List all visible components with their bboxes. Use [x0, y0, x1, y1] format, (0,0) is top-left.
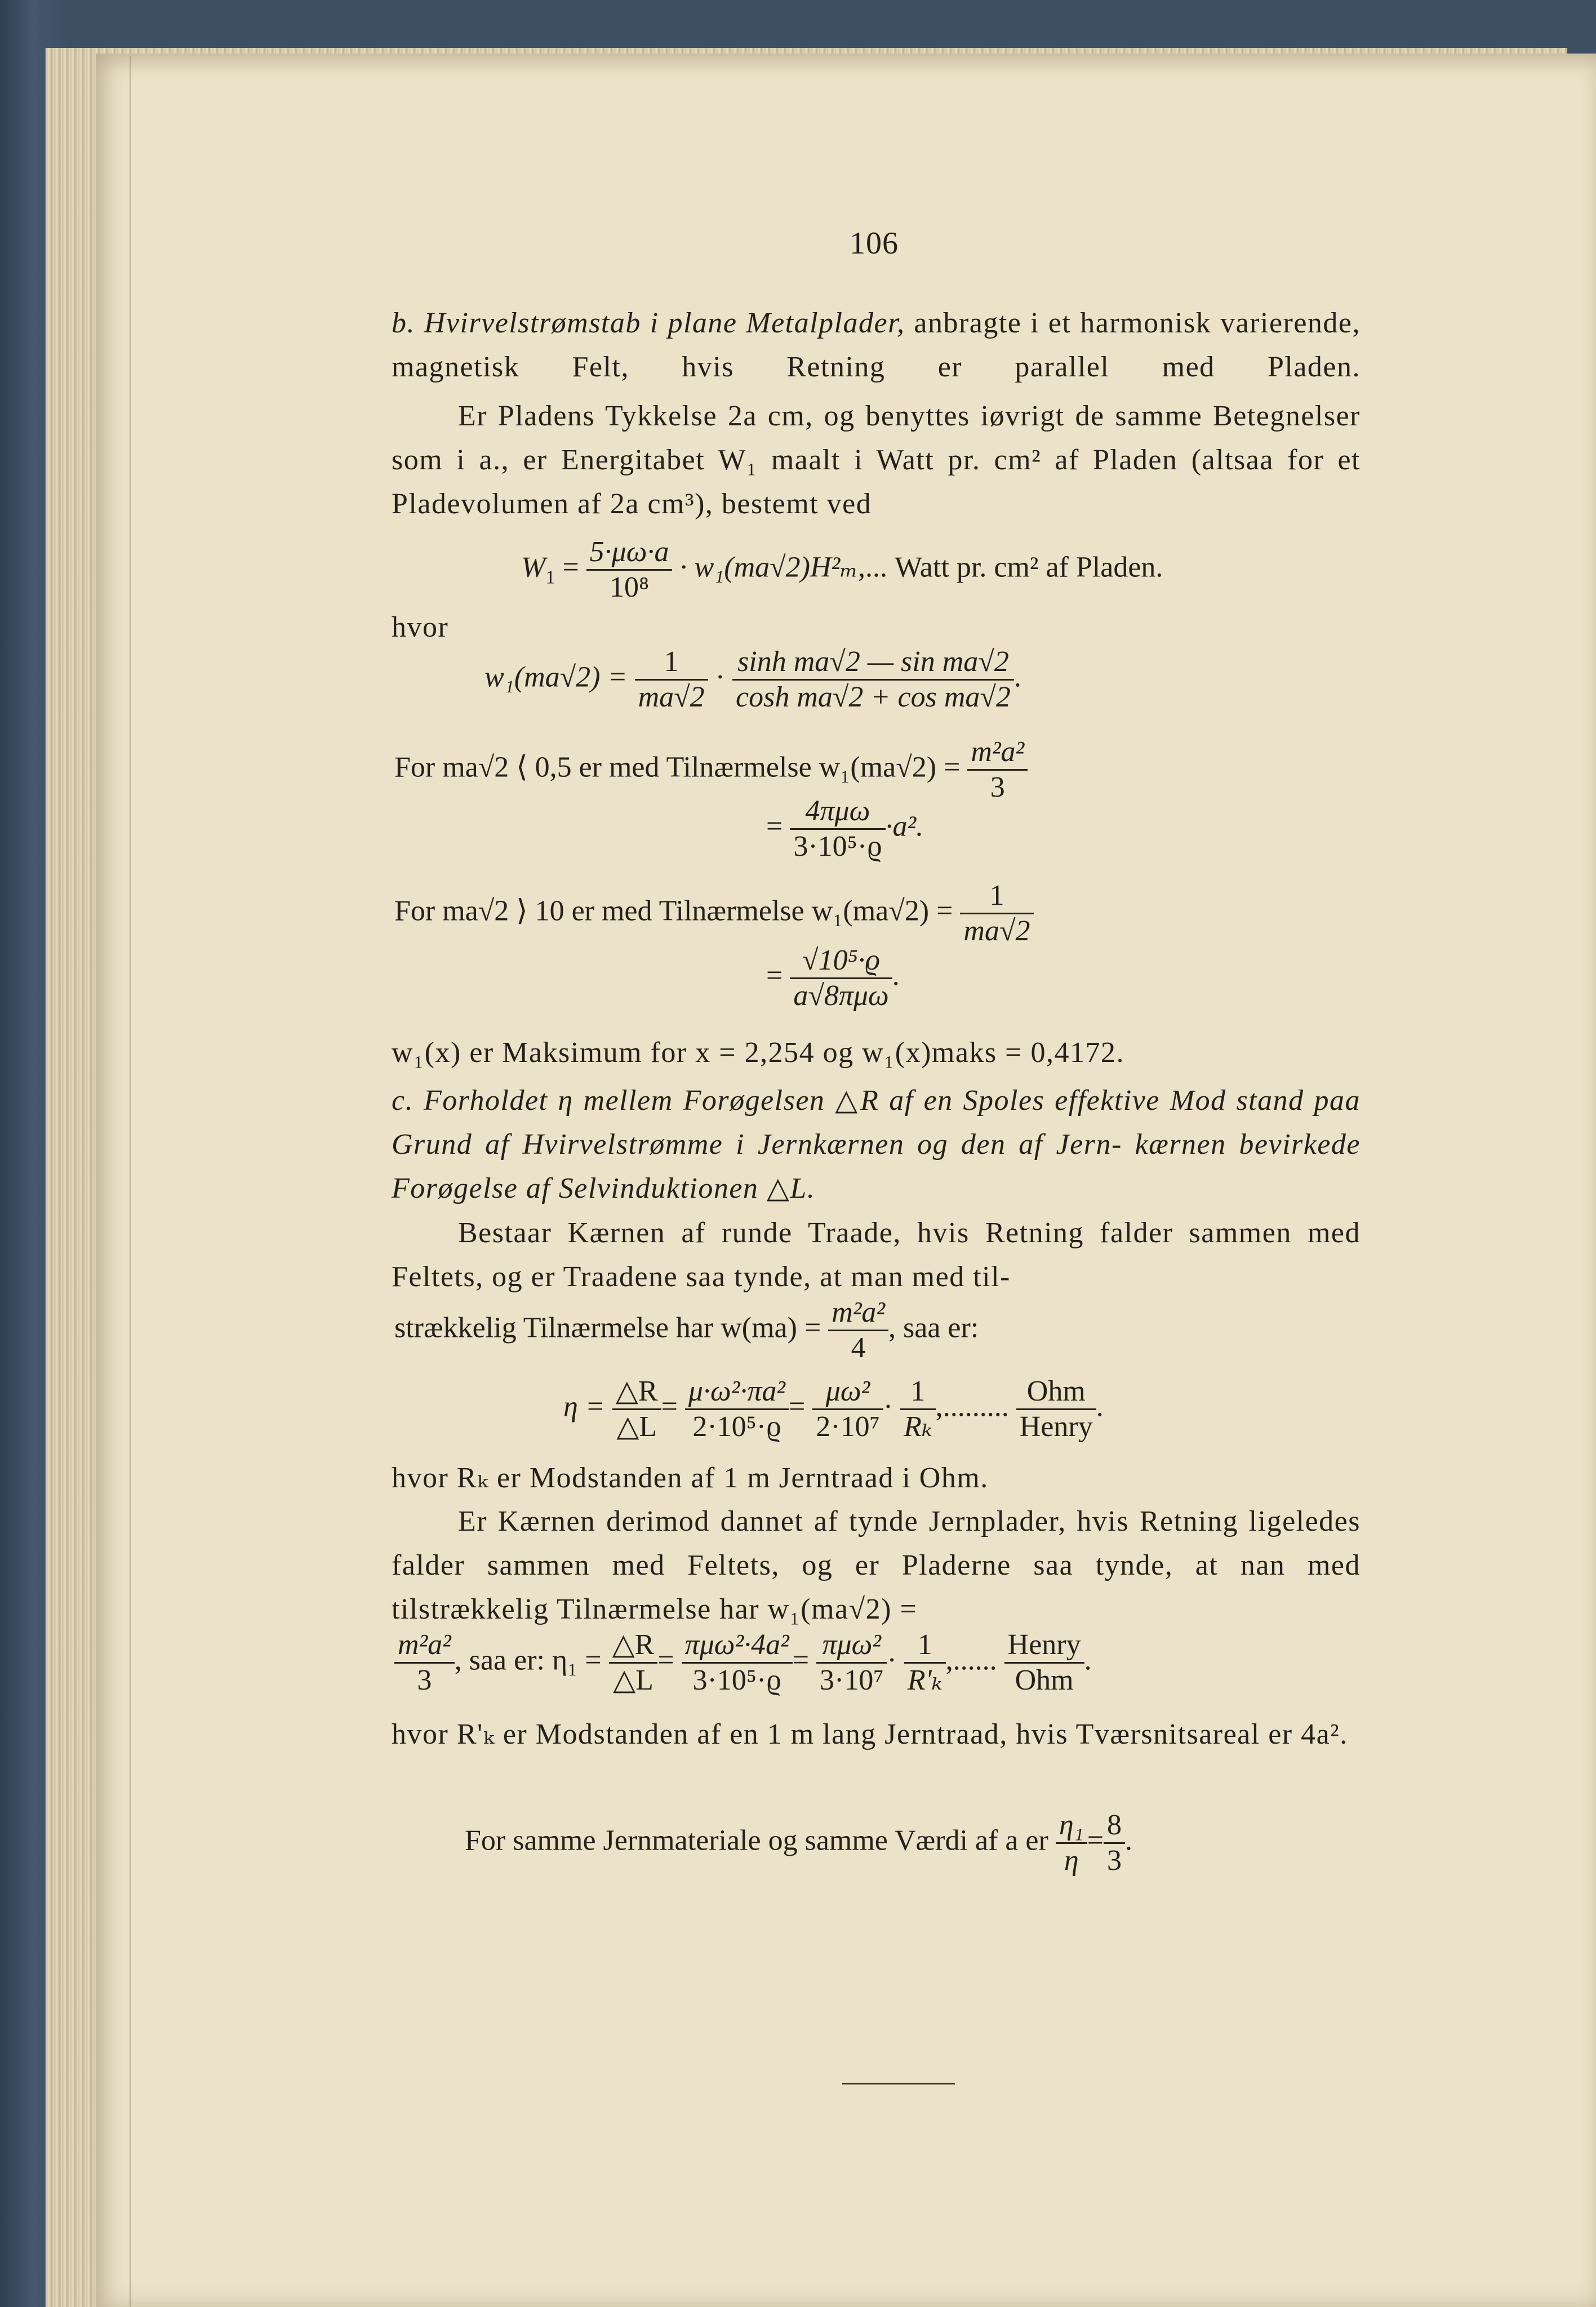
- eq10-fraction-0: [394, 1628, 455, 1697]
- final-text: For samme Jernmateriale og samme Værdi af a er: [465, 1824, 1048, 1857]
- eq10-f3-den: 3·10⁷: [816, 1662, 887, 1697]
- eq9-f1-den: △L: [612, 1408, 661, 1444]
- eq4-den: 3·10⁵·ϱ: [790, 828, 885, 864]
- equation-approx-small: [394, 735, 1028, 804]
- eq4-num: 4πμω: [805, 795, 870, 827]
- eq10-f1-den: △L: [609, 1662, 658, 1697]
- eq10-f0-num: m²a²: [398, 1629, 451, 1661]
- rk-definition: hvor Rₖ er Modstanden af 1 m Jerntraad i Ohm.: [392, 1462, 989, 1494]
- eq2-lhs: w₁(ma√2) =: [484, 661, 628, 694]
- eq10-unit-den: Ohm: [1004, 1662, 1084, 1697]
- eq9-f2-num: μ·ω²·πa²: [688, 1375, 785, 1407]
- paragraph-c1: Bestaar Kærnen af runde Traade, hvis Retning falder sammen med Feltets, og er Traadene saa tynde, at man med til-: [392, 1217, 1361, 1293]
- final-den-2: 3: [1104, 1842, 1125, 1878]
- eq5-den: ma√2: [960, 913, 1033, 948]
- eq1-rhs: · w₁(ma√2)H²ₘ,: [679, 551, 866, 584]
- eq9-eta: η =: [563, 1390, 605, 1423]
- eq1-lhs: W: [521, 551, 546, 584]
- eq10-f0-den: 3: [394, 1662, 455, 1697]
- equation-eta1: $\frac{\text{m²a²}}{3}$ , saa er: η₁ = $\frac{\triangle R}{\triangle L}$ = $\frac{\text{πμω²·4a²}}{\text{3·10⁵·ϱ}}$ = $\frac{\text{πμω²}}{\text{3·10⁷}}$ · $\frac{1}{\text{R'ₖ}}$ ,...... $\frac{\text{Henry}}{\text{Ohm}}$ .: [394, 1628, 1092, 1697]
- eq10-unit-num: Henry: [1007, 1629, 1081, 1661]
- equation-w-approx: [394, 1296, 979, 1365]
- final-den-1: η: [1056, 1842, 1087, 1878]
- eq8-num: m²a²: [832, 1296, 886, 1328]
- eq10-f2-num: πμω²·4a²: [684, 1629, 789, 1661]
- gutter-fold: [130, 56, 131, 2307]
- equation-w1-definition: w₁(ma√2) = $\frac{1}{ma√2}$ · $\frac{\text{sinh ma√2 — sin ma√2}}{\text{cosh ma√2 + cos ma√2}}$ .: [484, 646, 1021, 713]
- paragraph-b-text: anbragte i et harmonisk varierende, magnetisk Felt, hvis Retning er parallel med Pladen.: [392, 307, 1361, 383]
- eq1-dots: ...: [865, 551, 888, 584]
- rk-prime-definition: hvor R'ₖ er Modstanden af en 1 m lang Jerntraad, hvis Tværsnitsareal er 4a².: [392, 1718, 1348, 1750]
- eq1-sub: 1: [545, 567, 555, 588]
- eq10-f3-num: πμω²: [822, 1629, 881, 1661]
- eq6-num: √10⁵·ϱ: [802, 944, 881, 976]
- eq1-fraction: [586, 535, 673, 604]
- eq10-fraction-3: [816, 1628, 887, 1697]
- eq9-f4-den: Rₖ: [900, 1408, 936, 1444]
- eq4-tail: ·a².: [885, 810, 924, 843]
- eq10-dots: ......: [953, 1644, 997, 1677]
- final-ratio: For samme Jernmateriale og samme Værdi af a er $\frac{\text{η₁}}{\eta}$ = $\frac{8}{3}$ .: [465, 1809, 1133, 1877]
- eq9-f3-den: 2·10⁷: [812, 1408, 883, 1444]
- eq9-fraction-3: [812, 1375, 883, 1444]
- eq2-fraction-2: [732, 645, 1014, 714]
- eq3-text: For ma√2 ⟨ 0,5 er med Tilnærmelse w₁(ma√2) =: [394, 751, 961, 784]
- hvor-label: hvor: [392, 611, 449, 643]
- eq10-f2-den: 3·10⁵·ϱ: [682, 1662, 793, 1697]
- paragraph-b: [392, 301, 1361, 389]
- paragraph-c: c. Forholdet η mellem Forøgelsen △R af en Spoles effektive Mod stand paa Grund af Hvirvelstrømme i Jernkærnen og den af Jern- kærnen bevirkede Forøgelse af Selvinduktionen △L.: [392, 1084, 1361, 1204]
- eq3-den: 3: [967, 769, 1028, 804]
- eq6-den: a√8πμω: [790, 977, 892, 1013]
- eq10-unit-fraction: [1004, 1628, 1084, 1697]
- eq5-text: For ma√2 ⟩ 10 er med Tilnærmelse w₁(ma√2) =: [394, 895, 953, 927]
- eq9-f1-num: △R: [615, 1375, 658, 1407]
- eq1-num: 5·μω·a: [589, 536, 669, 568]
- eq10-f4-num: 1: [917, 1629, 932, 1661]
- eq9-f4-num: 1: [910, 1375, 926, 1407]
- eq8-tail: , saa er:: [888, 1312, 979, 1344]
- eq10-fraction-2: [682, 1628, 793, 1697]
- final-num-2: 8: [1107, 1809, 1122, 1841]
- eq8-text: strækkelig Tilnærmelse har w(ma) =: [394, 1312, 821, 1344]
- eq9-fraction-4: [900, 1375, 936, 1444]
- eq3-fraction: [967, 735, 1028, 804]
- eq5-num: 1: [989, 879, 1004, 912]
- maximum-statement: w₁(x) er Maksimum for x = 2,254 og w₁(x)maks = 0,4172.: [392, 1037, 1124, 1069]
- final-fraction-2: [1104, 1808, 1125, 1878]
- equation-w1: $W_1$ = $\frac{5\cdot\mu\omega\cdot a}{\text{10⁸}}$ · w₁(ma√2)H²ₘ,... Watt pr. cm² af Pladen.: [521, 536, 1163, 603]
- eq6-fraction: [790, 944, 892, 1013]
- eq4-fraction: [790, 794, 885, 864]
- eq3-num: m²a²: [971, 736, 1025, 768]
- eq8-fraction: [828, 1296, 888, 1365]
- final-fraction-1: [1056, 1808, 1087, 1878]
- eq9-unit-num: Ohm: [1026, 1375, 1086, 1407]
- eq8-den: 4: [828, 1330, 888, 1365]
- eq2-f2-den: cosh ma√2 + cos ma√2: [732, 679, 1014, 714]
- eq2-f1-num: 1: [664, 646, 679, 678]
- heading-b: b. Hvirvelstrømstab i plane Metalplader,: [392, 307, 905, 339]
- equation-approx-small-2: = $\frac{\text{4πμω}}{\text{3·10⁵·ϱ}}$ ·a².: [766, 795, 924, 863]
- eq9-fraction-2: [685, 1375, 789, 1444]
- eq2-f1-den: ma√2: [635, 679, 708, 714]
- eq10-mid: , saa er: η₁ =: [454, 1644, 602, 1677]
- final-num-1: η₁: [1059, 1809, 1084, 1841]
- eq9-fraction-1: [612, 1375, 661, 1444]
- eq9-unit-den: Henry: [1016, 1408, 1096, 1444]
- eq2-f2-num: sinh ma√2 — sin ma√2: [737, 646, 1009, 678]
- equation-approx-large-2: = $\frac{\text{√10⁵·ϱ}}{\text{a√8πμω}}$ .: [766, 944, 900, 1012]
- equation-eta: η = $\frac{\triangle R}{\triangle L}$ = $\frac{\text{μ·ω²·πa²}}{\text{2·10⁵·ϱ}}$ = $\frac{\text{μω²}}{\text{2·10⁷}}$ · $\frac{1}{\text{Rₖ}}$ ,......... $\frac{\text{Ohm}}{\text{Henry}}$ .: [563, 1375, 1104, 1443]
- page-number: 106: [850, 226, 899, 261]
- eq9-unit-fraction: [1016, 1375, 1096, 1444]
- eq1-unit: Watt pr. cm² af Pladen.: [895, 551, 1163, 584]
- eq9-dots: .........: [943, 1390, 1009, 1423]
- end-rule: [842, 2083, 955, 2084]
- eq5-fraction: [960, 879, 1033, 948]
- equation-approx-large: [394, 879, 1034, 948]
- eq10-f4-den: R'ₖ: [904, 1662, 946, 1697]
- eq2-fraction-1: [635, 645, 708, 714]
- eq1-den: 10⁸: [586, 569, 673, 604]
- eq10-fraction-4: [904, 1628, 946, 1697]
- eq10-fraction-1: [609, 1628, 658, 1697]
- eq10-f1-num: △R: [612, 1629, 655, 1661]
- paragraph-b2: Er Pladens Tykkelse 2a cm, og benyttes iøvrigt de samme Betegnelser som i a., er Energitabet W₁ maalt i Watt pr. cm² af Pladen (altsaa for et Pladevolumen af 2a cm³), bestemt ved: [392, 400, 1361, 520]
- eq9-f3-num: μω²: [825, 1375, 870, 1407]
- paragraph-d: Er Kærnen derimod dannet af tynde Jernplader, hvis Retning ligeledes falder sammen med Feltets, og er Pladerne saa tynde, at nan med tilstrækkelig Tilnærmelse har w₁(ma√2) =: [392, 1505, 1361, 1625]
- eq9-f2-den: 2·10⁵·ϱ: [685, 1408, 789, 1444]
